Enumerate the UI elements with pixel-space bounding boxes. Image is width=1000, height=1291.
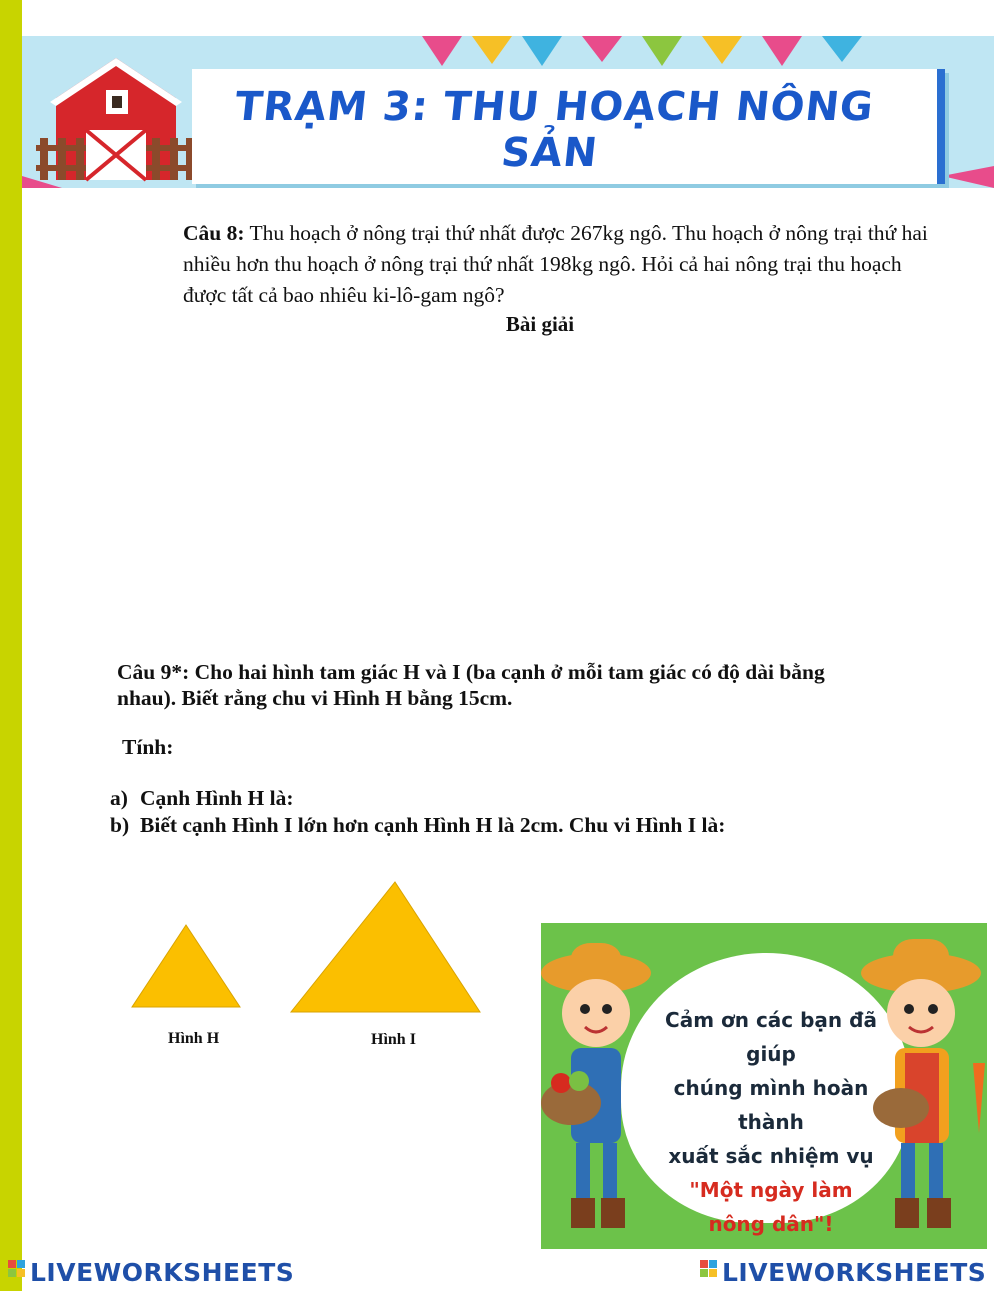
barn-icon <box>36 50 196 188</box>
liveworksheets-logo-left <box>8 1258 294 1287</box>
thank-you-line-3: xuất sắc nhiệm vụ <box>668 1144 874 1168</box>
brand-text-right: LIVEWORKSHEETS <box>722 1258 987 1287</box>
part-b-marker: b) <box>110 813 130 837</box>
liveworksheets-icon <box>8 1260 26 1284</box>
station-banner <box>22 36 994 188</box>
triangle-h-label: Hình H <box>168 1030 220 1047</box>
part-b <box>110 812 725 839</box>
liveworksheets-icon <box>700 1260 718 1284</box>
question-8-text: Thu hoạch ở nông trại thứ nhất được 267kg ngô. Thu hoạch ở nông trại thứ hai nhiều hơn thu hoạch ở nông trại thứ nhất 198kg ngô. Hỏi cả hai nông trại thu hoạch được tất cả bao nhiêu ki-lô-gam ngô? <box>183 221 928 307</box>
thank-you-line-1: Cảm ơn các bạn đã giúp <box>665 1008 877 1066</box>
part-a-text: Cạnh Hình H là: <box>140 786 294 810</box>
triangle-h <box>132 925 240 1007</box>
part-a <box>110 785 725 812</box>
thank-you-message <box>651 1003 891 1241</box>
triangle-i <box>291 882 480 1012</box>
part-b-text: Biết cạnh Hình I lớn hơn cạnh Hình H là 2cm. Chu vi Hình I là: <box>140 813 726 837</box>
left-accent-bar <box>0 0 22 1291</box>
thank-you-image <box>541 923 987 1249</box>
question-9: Câu 9*: Cho hai hình tam giác H và I (ba cạnh ở mỗi tam giác có độ dài bằng nhau). Biết rằng chu vi Hình H bằng 15cm. <box>117 660 825 710</box>
liveworksheets-logo-right <box>700 1258 986 1287</box>
banner-title: TRẠM 3: THU HOẠCH NÔNG SẢN <box>232 84 877 176</box>
triangle-i-label: Hình I <box>371 1031 416 1048</box>
thank-you-line-4: "Một ngày làm <box>689 1178 853 1202</box>
question-8 <box>183 218 928 311</box>
girl-farmer-icon <box>541 933 661 1249</box>
part-a-marker: a) <box>110 786 128 810</box>
compute-label: Tính: <box>122 735 174 759</box>
solution-title: Bài giải <box>505 312 575 336</box>
thank-you-line-5: nông dân"! <box>708 1212 834 1236</box>
question-8-label: Câu 8: <box>183 221 245 245</box>
question-9-parts <box>110 785 725 839</box>
brand-text-left: LIVEWORKSHEETS <box>30 1258 295 1287</box>
thank-you-line-2: chúng mình hoàn thành <box>673 1076 869 1134</box>
triangles-figure <box>120 870 520 1030</box>
